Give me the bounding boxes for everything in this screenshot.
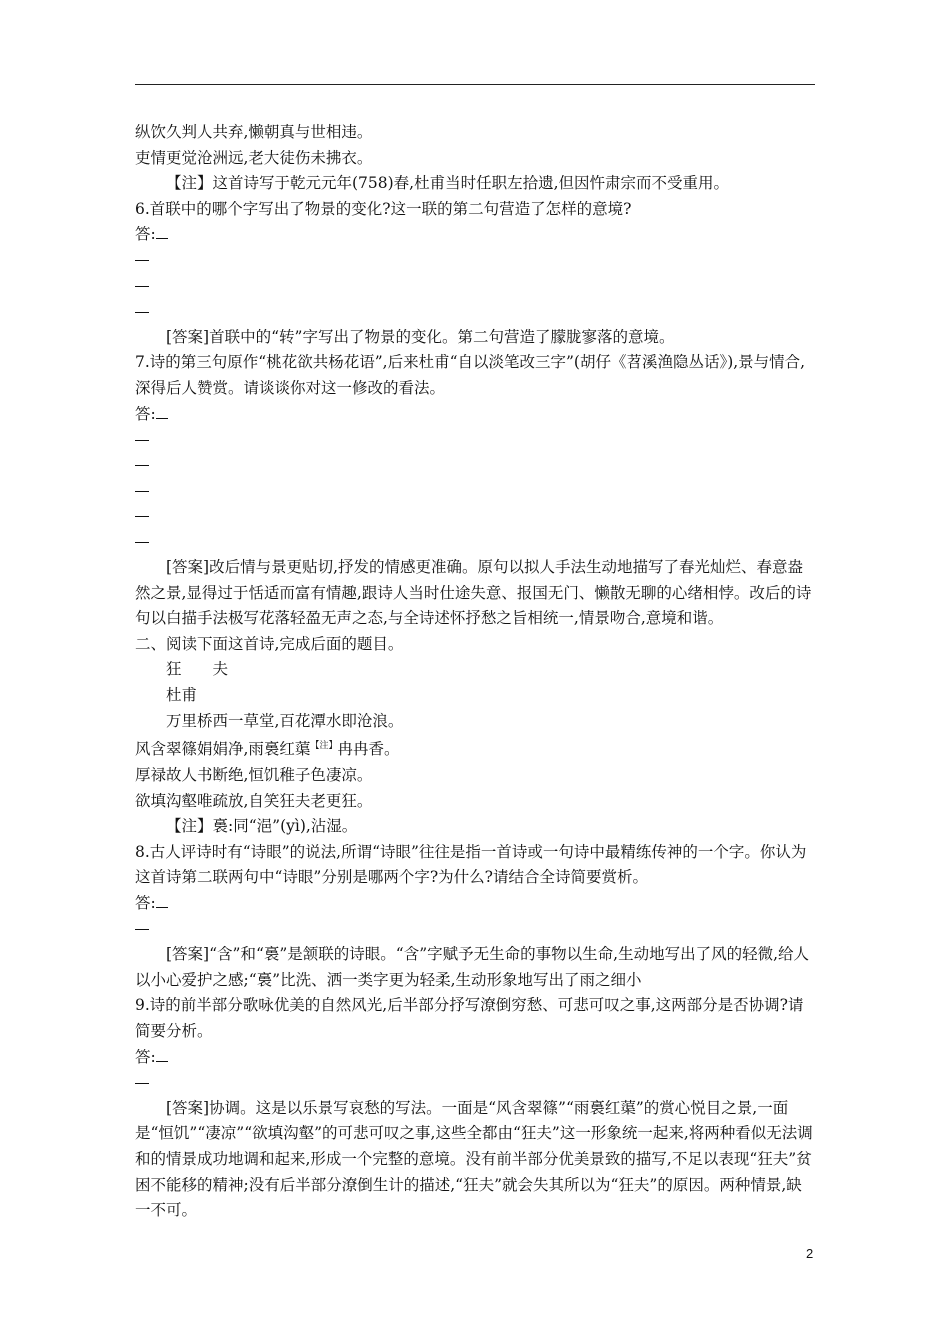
question-7: 7.诗的第三句原作“桃花欲共杨花语”,后来杜甫“自以淡笔改三字”(胡仔《苕溪渔隐丛话》),景与情合,深得后人赞赏。请谈谈你对这一修改的看法。 [135, 353, 806, 397]
answer-line[interactable] [135, 453, 815, 479]
poem-author: 杜甫 [166, 686, 198, 705]
answer-line[interactable] [135, 530, 815, 556]
poem-line: 厚禄故人书断绝,恒饥稚子色凄凉。 [135, 766, 373, 784]
poem-title: 狂 夫 [166, 660, 229, 679]
answer-label: 答: [135, 225, 156, 244]
poem-line: 万里桥西一草堂,百花潭水即沧浪。 [166, 711, 404, 730]
answer-9: [答案]协调。这是以乐景写哀愁的写法。一面是“风含翠篠”“雨裛红蕖”的赏心悦目之景,一面是“恒饥”“凄凉”“欲填沟壑”的可悲可叹之事,这些全都由“狂夫”这一形象统一起来,将两种看似无法调和的情景成功地调和起来,形成一个完整的意境。没有前半部分优美景致的描写,不足以表现“狂夫”贫困不能移的精神;没有后半部分潦倒生计的描述,“狂夫”就会失其所以为“狂夫”的原因。两种情景,缺一不可。 [135, 1098, 813, 1220]
annotation-note: 【注】这首诗写于乾元元年(758)春,杜甫当时任职左拾遗,但因忤肃宗而不受重用。 [166, 174, 730, 193]
page-number: 2 [806, 1246, 814, 1261]
poem-line: 欲填沟壑唯疏放,自笑狂夫老更狂。 [135, 791, 373, 810]
answer-7: [答案]改后情与景更贴切,抒发的情感更准确。原句以拟人手法生动地描写了春光灿烂、春意盎然之景,显得过于恬适而富有情趣,跟诗人当时仕途失意、报国无门、懒散无聊的心绪相悖。改后的诗句以白描手法极写花落轻盈无声之态,与全诗述怀抒愁之旨相统一,情景吻合,意境和谐。 [135, 558, 812, 628]
answer-label: 答: [135, 893, 156, 912]
answer-line[interactable] [135, 274, 815, 300]
answer-blank[interactable] [156, 224, 168, 239]
answer-blank[interactable] [156, 893, 168, 908]
question-9: 9.诗的前半部分歌咏优美的自然风光,后半部分抒写潦倒穷愁、可悲可叹之事,这两部分是否协调?请简要分析。 [135, 996, 804, 1040]
answer-label: 答: [135, 1047, 156, 1066]
answer-line[interactable] [135, 917, 815, 943]
answer-label: 答: [135, 404, 156, 423]
answer-line[interactable] [135, 478, 815, 504]
answer-line[interactable] [135, 504, 815, 530]
answer-prompt [135, 402, 815, 428]
answer-prompt [135, 891, 815, 917]
answer-6: [答案]首联中的“转”字写出了物景的变化。第二句营造了朦胧寥落的意境。 [166, 327, 675, 346]
answer-line[interactable] [135, 1070, 815, 1096]
answer-blank[interactable] [156, 1047, 168, 1062]
answer-line[interactable] [135, 427, 815, 453]
question-6: 6.首联中的哪个字写出了物景的变化?这一联的第二句营造了怎样的意境? [135, 199, 632, 218]
answer-8: [答案]“含”和“裛”是颔联的诗眼。“含”字赋予无生命的事物以生命,生动地写出了风的轻微,给人以小心爱护之感;“裛”比洗、洒一类字更为轻柔,生动形象地写出了雨之细小 [135, 945, 809, 989]
annotation-note: 【注】裛:同“浥”(yì),沾湿。 [166, 817, 358, 836]
poem-line: 纵饮久判人共弃,懒朝真与世相违。 [135, 123, 373, 141]
answer-line[interactable] [135, 299, 815, 325]
answer-line[interactable] [135, 248, 815, 274]
header-rule [135, 84, 815, 85]
question-8: 8.古人评诗时有“诗眼”的说法,所谓“诗眼”往往是指一首诗或一句诗中最精练传神的一个字。你认为这首诗第二联两句中“诗眼”分别是哪两个字?为什么?请结合全诗简要赏析。 [135, 842, 807, 887]
document-body [135, 120, 815, 1224]
answer-blank[interactable] [156, 404, 168, 419]
answer-prompt [135, 222, 815, 248]
section-heading: 二、阅读下面这首诗,完成后面的题目。 [135, 634, 404, 653]
answer-prompt [135, 1045, 815, 1071]
poem-line: 风含翠篠娟娟净,雨裛红蕖$^{【注】}$冉冉香。 [135, 740, 400, 759]
poem-line: 吏情更觉沧洲远,老大徒伤未拂衣。 [135, 148, 373, 167]
footnote-marker: 【注】 [310, 741, 338, 752]
